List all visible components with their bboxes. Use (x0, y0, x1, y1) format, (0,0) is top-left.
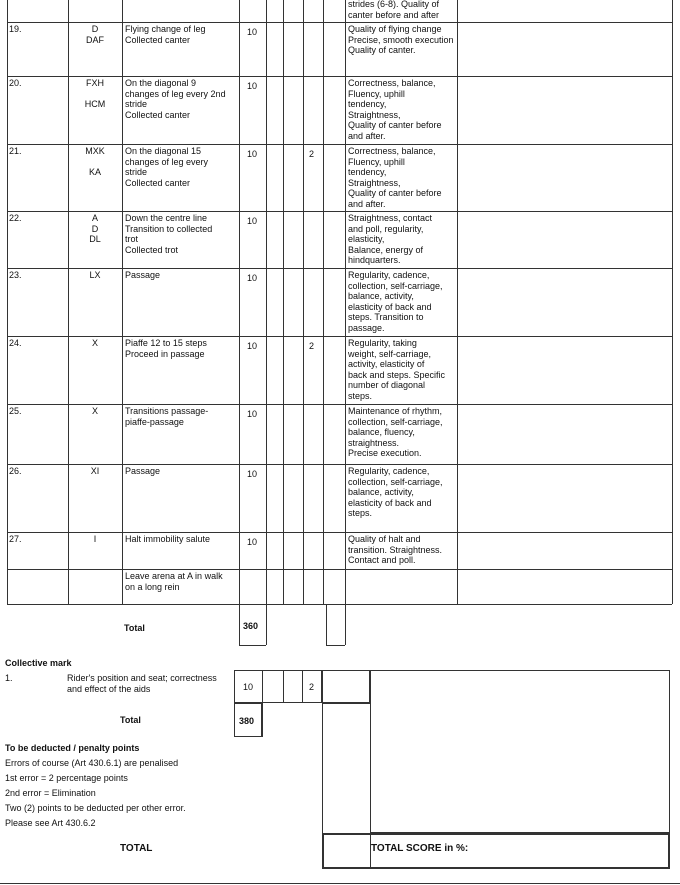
row-movement: Passage (125, 466, 161, 476)
row-max-mark: 10 (247, 341, 258, 351)
grid-line (322, 703, 323, 833)
row-movement: Passage (125, 270, 161, 280)
grid-line (672, 0, 673, 604)
row-letters: X (91, 406, 98, 416)
penalty-line: 2nd error = Elimination (5, 788, 96, 798)
row-number: 20. (9, 78, 22, 88)
footer-total-label: TOTAL (120, 843, 153, 854)
row-max-mark: 10 (247, 469, 258, 479)
row-movement: Down the centre line Transition to collected trot Collected trot (125, 213, 213, 255)
row-max-mark: 10 (247, 27, 258, 37)
row-number: 21. (9, 146, 22, 156)
row-number: 24. (9, 338, 22, 348)
row-letters: FXH HCM (84, 78, 106, 110)
row-remarks: Regularity, taking weight, self-carriage, activity, elasticity of back and steps. Specific number of diagonal steps. (348, 338, 446, 401)
grid-line (302, 670, 303, 703)
row-coefficient: 2 (309, 341, 315, 351)
collective-total-label: Total (120, 715, 141, 725)
grid-line (7, 336, 672, 337)
grid-line (239, 0, 240, 604)
row-movement: Piaffe 12 to 15 steps Proceed in passage (125, 338, 207, 359)
grid-line (323, 0, 324, 604)
row-letters: X (91, 338, 98, 348)
row-number: 23. (9, 270, 22, 280)
grid-line (7, 0, 8, 604)
row-letters: MXK KA (85, 146, 105, 178)
penalty-line: Errors of course (Art 430.6.1) are penalised (5, 758, 179, 768)
grid-line (262, 703, 263, 737)
row-number: 26. (9, 466, 22, 476)
row-movement: On the diagonal 15 changes of leg every stride Collected canter (125, 146, 209, 188)
remarks-large-box (370, 670, 670, 833)
grid-line (283, 0, 284, 604)
grid-line (239, 645, 266, 646)
row-remarks: Regularity, cadence, collection, self-carriage, balance, activity, elasticity of back and steps. (348, 466, 443, 519)
row-letters: D DAF (86, 24, 104, 45)
row-remarks: Quality of halt and transition. Straightness. Contact and poll. (348, 534, 443, 566)
grid-line (7, 569, 672, 570)
grid-line (7, 604, 672, 605)
row-letters: LX (89, 270, 101, 280)
collective-item-no: 1. (5, 673, 13, 683)
row-letters: XI (90, 466, 100, 476)
row-remarks: Correctness, balance, Fluency, uphill tendency, Straightness, Quality of canter before and after. (348, 78, 442, 141)
row-remarks: Regularity, cadence, collection, self-carriage, balance, activity, elasticity of back and steps. Transition to passage. (348, 270, 443, 333)
row-max-mark: 10 (247, 149, 258, 159)
grid-line (326, 604, 327, 645)
grid-line (345, 604, 346, 645)
penalty-line: Two (2) points to be deducted per other error. (5, 803, 186, 813)
row-movement: Halt immobility salute (125, 534, 211, 544)
row-letters: A D DL (89, 213, 101, 245)
grid-line (7, 532, 672, 533)
row-movement: Leave arena at A in walk on a long rein (125, 571, 223, 592)
row-max-mark: 10 (247, 81, 258, 91)
row-remarks: Maintenance of rhythm, collection, self-carriage, balance, fluency, straightness. Precise execution. (348, 406, 443, 459)
row-remarks: Straightness, contact and poll, regularity, elasticity, Balance, energy of hindquarters. (348, 213, 433, 266)
row-number: 25. (9, 406, 22, 416)
collective-heading: Collective mark (5, 658, 72, 668)
collective-item-text: Rider's position and seat; correctness and effect of the aids (67, 673, 217, 694)
grid-line (266, 604, 267, 645)
collective-max: 10 (243, 682, 254, 692)
row-remarks: Quality of flying change Precise, smooth execution Quality of canter. (348, 24, 454, 56)
grid-line (7, 268, 672, 269)
grid-line (7, 404, 672, 405)
grid-line (239, 604, 240, 645)
grid-line (122, 0, 123, 604)
grid-line (7, 211, 672, 212)
row-movement: Flying change of leg Collected canter (125, 24, 206, 45)
row-number: 27. (9, 534, 22, 544)
grid-line (7, 464, 672, 465)
collective-total-value: 380 (239, 716, 255, 726)
row-max-mark: 10 (247, 409, 258, 419)
row-remarks: Correctness, balance, Fluency, uphill tendency, Straightness, Quality of canter before and after. (348, 146, 442, 209)
grid-line (7, 76, 672, 77)
grid-line (266, 0, 267, 604)
row-number: 22. (9, 213, 22, 223)
row-movement: On the diagonal 9 changes of leg every 2nd stride Collected canter (125, 78, 226, 120)
row-max-mark: 10 (247, 273, 258, 283)
penalty-heading: To be deducted / penalty points (5, 743, 140, 753)
total-value: 360 (243, 621, 259, 631)
row-max-mark: 10 (247, 216, 258, 226)
grid-line (326, 645, 345, 646)
row-coefficient: 2 (309, 149, 315, 159)
grid-line (322, 703, 370, 704)
grid-line (7, 22, 672, 23)
row-number: 19. (9, 24, 22, 34)
grid-line (7, 144, 672, 145)
penalty-line: Please see Art 430.6.2 (5, 818, 96, 828)
grid-line (283, 670, 284, 703)
grid-line (262, 670, 263, 703)
page-bottom-rule (0, 883, 680, 884)
row-letters: I (93, 534, 97, 544)
footer-total-score-label: TOTAL SCORE in %: (371, 843, 469, 854)
total-label: Total (124, 623, 145, 633)
row-movement: Transitions passage- piaffe-passage (125, 406, 209, 427)
collective-coef: 2 (309, 682, 315, 692)
grid-line (303, 0, 304, 604)
top-partial-remarks: strides (6-8). Quality of canter before and after (348, 0, 440, 20)
penalty-line: 1st error = 2 percentage points (5, 773, 128, 783)
collective-remarks-left-box (322, 670, 370, 703)
row-max-mark: 10 (247, 537, 258, 547)
grid-line (345, 0, 346, 604)
